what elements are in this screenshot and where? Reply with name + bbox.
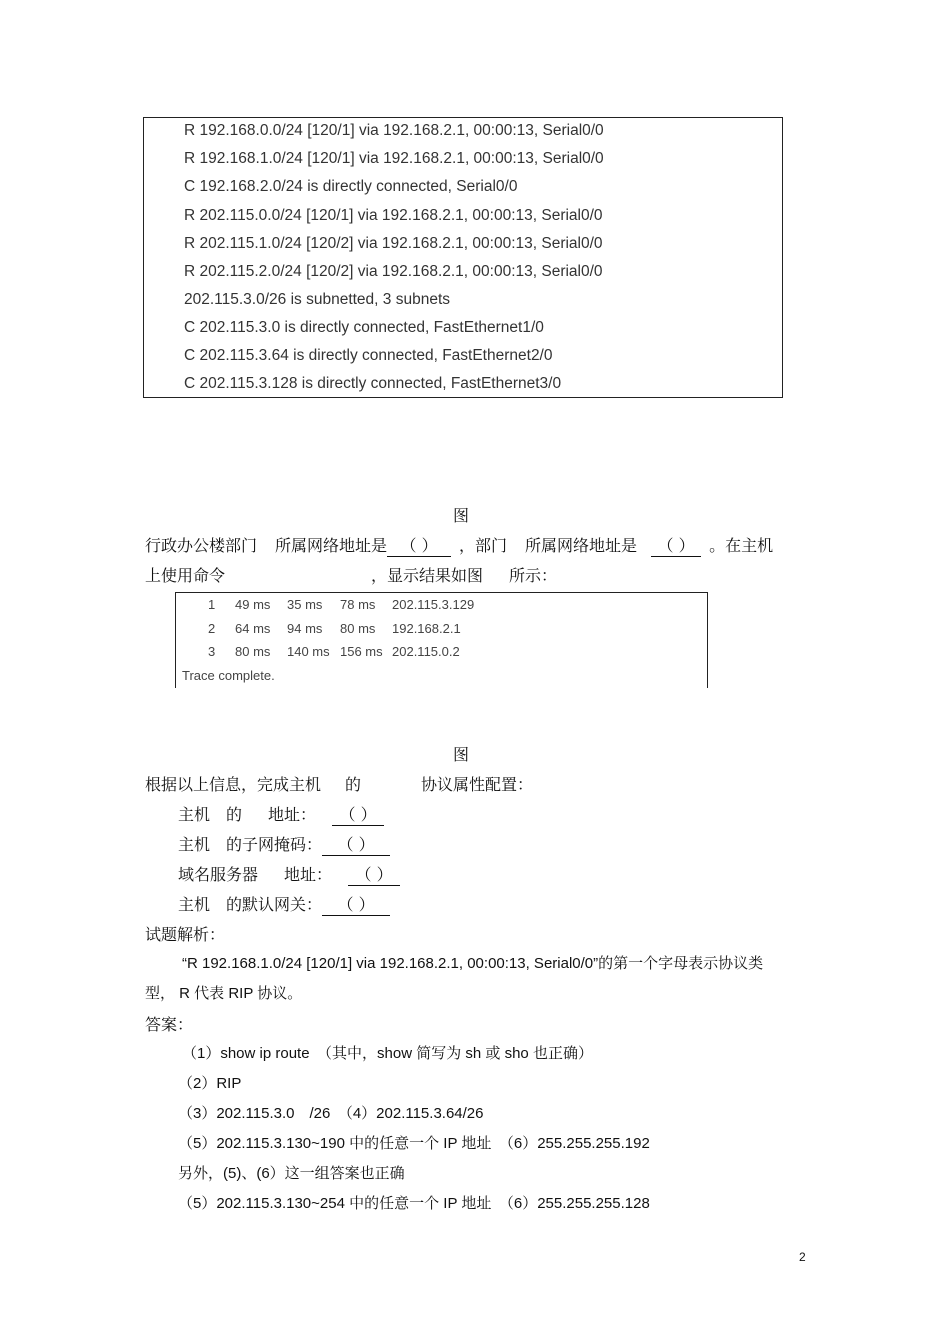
text: 行政办公楼部门: [145, 536, 258, 555]
answer-blank-dns: （ ）: [348, 862, 400, 886]
route-line: C 202.115.3.128 is directly connected, FastEthernet3/0: [184, 375, 562, 392]
answer-line: （5）202.115.3.130~190 中的任意一个 IP 地址 （6）255.255.255.192: [178, 1135, 650, 1152]
analysis-line2: 型， R 代表 RIP 协议。: [145, 985, 303, 1002]
answer-line: （5）202.115.3.130~254 中的任意一个 IP 地址 （6）255.255.255.128: [178, 1195, 650, 1212]
answer-blank-gateway: （ ）: [322, 892, 390, 916]
route-line: R 192.168.1.0/24 [120/1] via 192.168.2.1, 00:00:13, Serial0/0: [184, 150, 604, 167]
answer-line: （3）202.115.3.0 /26 （4）202.115.3.64/26: [178, 1105, 484, 1122]
config-gateway: 主机 的默认网关： （ ）: [178, 892, 390, 916]
answer-line: （1）show ip route （其中，show 简写为 sh 或 sho 也正确）: [182, 1045, 593, 1062]
route-line: 202.115.3.0/26 is subnetted, 3 subnets: [184, 291, 450, 308]
config-dns: 域名服务器 地址： （ ）: [178, 862, 400, 886]
route-line: C 192.168.2.0/24 is directly connected, Serial0/0: [184, 178, 518, 195]
answer-blank-mask: （ ）: [322, 832, 390, 856]
answer-blank-1: （ ）: [387, 533, 451, 557]
route-line: C 202.115.3.64 is directly connected, FastEthernet2/0: [184, 347, 553, 364]
text: ，部门: [459, 536, 508, 555]
route-line: R 202.115.1.0/24 [120/2] via 192.168.2.1, 00:00:13, Serial0/0: [184, 235, 603, 252]
answer-blank-ip: （ ）: [332, 802, 384, 826]
answer-line: （2）RIP: [178, 1075, 242, 1092]
answer-line: 另外，(5)、(6）这一组答案也正确: [178, 1165, 405, 1182]
config-ip: 主机 的 地址： （ ）: [178, 802, 384, 826]
text: 所示：: [509, 566, 558, 585]
text: 上使用命令: [145, 566, 226, 585]
text: 的: [345, 775, 362, 794]
text: 根据以上信息，完成主机: [145, 775, 322, 794]
answer-blank-2: （ ）: [651, 533, 701, 557]
question-para-config: [145, 772, 533, 795]
tracert-output-box: 1 49 ms 35 ms 78 ms 202.115.3.129 2 64 ms 94 ms 80 ms 192.168.2.1 3 80 ms 140 ms 156 ms 202.115.0.2 Trace complete.: [175, 592, 708, 688]
answers-heading: 答案：: [145, 1015, 194, 1034]
text: 。在主机: [709, 536, 774, 555]
config-mask: 主机 的子网掩码： （ ）: [178, 832, 390, 856]
figure-caption: 图: [453, 745, 470, 764]
route-line: R 202.115.2.0/24 [120/2] via 192.168.2.1, 00:00:13, Serial0/0: [184, 263, 603, 280]
text: 所属网络地址是: [275, 536, 388, 555]
text: 协议属性配置：: [421, 775, 534, 794]
figure-caption: 图: [453, 506, 470, 525]
question-para-line1: [145, 533, 773, 557]
routing-table-box: [143, 117, 783, 398]
route-line: R 202.115.0.0/24 [120/1] via 192.168.2.1, 00:00:13, Serial0/0: [184, 207, 603, 224]
route-line: R 192.168.0.0/24 [120/1] via 192.168.2.1, 00:00:13, Serial0/0: [184, 122, 604, 139]
analysis-heading: 试题解析：: [145, 925, 226, 944]
analysis-line1: “R 192.168.1.0/24 [120/1] via 192.168.2.1, 00:00:13, Serial0/0”的第一个字母表示协议类: [182, 955, 764, 972]
text: 所属网络地址是: [525, 536, 638, 555]
question-para-line2: [145, 563, 557, 586]
route-line: C 202.115.3.0 is directly connected, FastEthernet1/0: [184, 319, 544, 336]
page-number: 2: [799, 1250, 806, 1264]
text: ，显示结果如图: [371, 566, 484, 585]
